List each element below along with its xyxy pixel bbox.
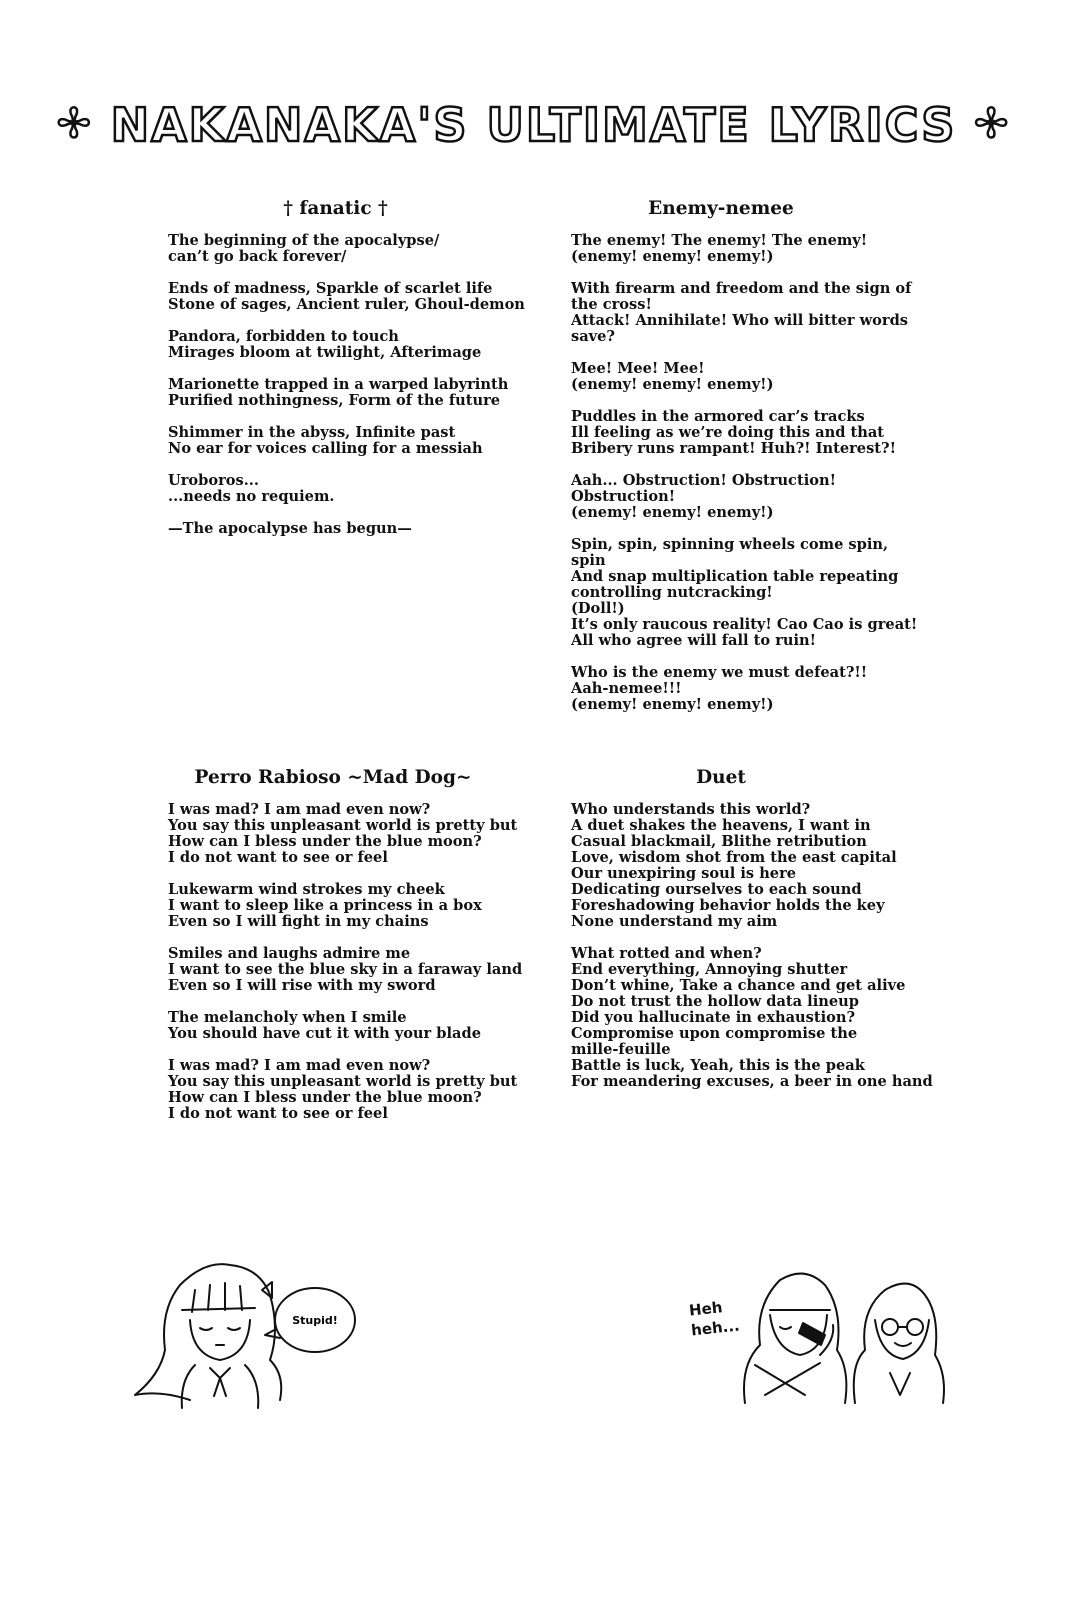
lyric-line: I want to see the blue sky in a faraway land <box>168 961 523 978</box>
song-title: † fanatic † <box>283 198 388 219</box>
lyric-line: Purified nothingness, Form of the future <box>168 392 501 409</box>
lyric-line: None understand my aim <box>571 913 778 930</box>
lyric-line: What rotted and when? <box>571 945 762 962</box>
stanza <box>571 233 911 265</box>
lyric-line: (enemy! enemy! enemy!) <box>571 376 774 393</box>
lyric-line: The melancholy when I smile <box>168 1009 407 1026</box>
lyric-line: Pandora, forbidden to touch <box>168 328 399 345</box>
lyric-line: (Doll!) <box>571 600 625 617</box>
stanza <box>168 1058 528 1122</box>
stanza <box>168 329 528 361</box>
lyric-line: save? <box>571 328 615 345</box>
lyric-line: Puddles in the armored car’s tracks <box>571 408 865 425</box>
lyric-line: The beginning of the apocalypse/ <box>168 232 440 249</box>
lyric-line: And snap multiplication table repeating <box>571 568 899 585</box>
song-lyrics <box>168 802 528 1122</box>
lyric-line: Attack! Annihilate! Who will bitter words <box>571 312 909 329</box>
chibi-girl-illustration <box>120 1250 360 1410</box>
stanza <box>571 281 911 345</box>
lyric-line: (enemy! enemy! enemy!) <box>571 504 774 521</box>
lyric-line: Did you hallucinate in exhaustion? <box>571 1009 856 1026</box>
lyric-line: How can I bless under the blue moon? <box>168 1089 482 1106</box>
lyric-line: Aah... Obstruction! Obstruction! <box>571 472 836 489</box>
lyric-line: can’t go back forever/ <box>168 248 347 265</box>
stanza <box>168 946 528 994</box>
lyric-line: Ends of madness, Sparkle of scarlet life <box>168 280 493 297</box>
stanza <box>168 425 528 457</box>
lyric-line: No ear for voices calling for a messiah <box>168 440 483 457</box>
lyric-line: mille-feuille <box>571 1041 671 1058</box>
lyric-line: I want to sleep like a princess in a box <box>168 897 482 914</box>
lyric-line: I was mad? I am mad even now? <box>168 1057 431 1074</box>
lyric-line: the cross! <box>571 296 652 313</box>
song-enemy-nemee <box>571 198 918 729</box>
lyric-line: spin <box>571 552 606 569</box>
lyric-line: Our unexpiring soul is here <box>571 865 797 882</box>
stanza <box>168 377 528 409</box>
lyric-line: I was mad? I am mad even now? <box>168 801 431 818</box>
lyric-line: Marionette trapped in a warped labyrinth <box>168 376 509 393</box>
lyric-line: Battle is luck, Yeah, this is the peak <box>571 1057 865 1074</box>
lyric-line: Bribery runs rampant! Huh?! Interest?! <box>571 440 896 457</box>
lyric-line: Ill feeling as we’re doing this and that <box>571 424 885 441</box>
lyric-line: Dedicating ourselves to each sound <box>571 881 862 898</box>
song-lyrics <box>571 801 933 1090</box>
stanza <box>571 473 911 521</box>
laugh-line-2: heh... <box>690 1316 741 1340</box>
stanza <box>168 1010 528 1042</box>
lyric-line: Aah-nemee!!! <box>571 680 682 697</box>
stanza <box>571 945 933 1090</box>
song-title: Perro Rabioso ~Mad Dog~ <box>194 767 472 788</box>
song-lyrics <box>571 232 918 713</box>
lyric-line: —The apocalypse has begun— <box>168 520 412 537</box>
lyric-line: Obstruction! <box>571 488 676 505</box>
lyric-line: Foreshadowing behavior holds the key <box>571 897 885 914</box>
speech-bubble-text: Stupid! <box>292 1314 338 1327</box>
lyric-line: You should have cut it with your blade <box>168 1025 481 1042</box>
lyric-line: I do not want to see or feel <box>168 1105 388 1122</box>
lyric-line: Casual blackmail, Blithe retribution <box>571 833 867 850</box>
song-title: Enemy-nemee <box>648 198 794 219</box>
lyric-line: Mee! Mee! Mee! <box>571 360 705 377</box>
lyric-line: Shimmer in the abyss, Infinite past <box>168 424 456 441</box>
song-title: Duet <box>696 767 746 788</box>
lyric-line: Compromise upon compromise the <box>571 1025 858 1042</box>
laugh-line-1: Heh <box>688 1298 724 1320</box>
stanza <box>168 802 528 866</box>
lyric-line: Who understands this world? <box>571 801 811 818</box>
stanza <box>168 882 528 930</box>
lyric-line: For meandering excuses, a beer in one hand <box>571 1073 933 1090</box>
lyric-line: I do not want to see or feel <box>168 849 388 866</box>
lyric-line: With firearm and freedom and the sign of <box>571 280 912 297</box>
stanza <box>168 521 528 537</box>
stanza <box>168 281 528 313</box>
stanza <box>168 233 528 265</box>
lyric-line: Spin, spin, spinning wheels come spin, <box>571 536 889 553</box>
lyric-line: The enemy! The enemy! The enemy! <box>571 232 868 249</box>
title-cross-right: ✢ <box>974 101 1010 147</box>
page-title <box>0 98 1067 152</box>
song-duet <box>571 767 933 1106</box>
lyric-line: Do not trust the hollow data lineup <box>571 993 859 1010</box>
lyric-line: (enemy! enemy! enemy!) <box>571 248 774 265</box>
lyric-line: Who is the enemy we must defeat?!! <box>571 664 868 681</box>
stanza <box>571 536 918 649</box>
lyric-line: Mirages bloom at twilight, Afterimage <box>168 344 482 361</box>
lyric-line: Smiles and laughs admire me <box>168 945 411 962</box>
lyric-line: You say this unpleasant world is pretty but <box>168 817 518 834</box>
stanza <box>571 409 911 457</box>
lyric-line: A duet shakes the heavens, I want in <box>571 817 871 834</box>
lyric-line: Uroboros... <box>168 472 259 489</box>
lyric-line: End everything, Annoying shutter <box>571 961 848 978</box>
lyric-line: It’s only raucous reality! Cao Cao is great! <box>571 616 918 633</box>
lyric-line: All who agree will fall to ruin! <box>571 632 817 649</box>
stanza <box>571 361 911 393</box>
lyric-line: ...needs no requiem. <box>168 488 335 505</box>
title-text: NAKANAKA'S ULTIMATE LYRICS <box>110 98 957 152</box>
lyric-line: Even so I will rise with my sword <box>168 977 436 994</box>
lyric-line: (enemy! enemy! enemy!) <box>571 696 774 713</box>
duo-girls-illustration <box>725 1255 955 1405</box>
title-cross-left: ✢ <box>57 101 93 147</box>
lyric-line: Love, wisdom shot from the east capital <box>571 849 897 866</box>
song-lyrics <box>168 233 528 537</box>
song-fanatic <box>168 198 528 553</box>
lyric-line: controlling nutcracking! <box>571 584 773 601</box>
lyric-line: You say this unpleasant world is pretty but <box>168 1073 518 1090</box>
lyric-line: Even so I will fight in my chains <box>168 913 429 930</box>
song-perro-rabioso <box>168 767 528 1138</box>
stanza <box>168 473 528 505</box>
lyric-line: Stone of sages, Ancient ruler, Ghoul-demon <box>168 296 525 313</box>
lyric-line: Don’t whine, Take a chance and get alive <box>571 977 906 994</box>
lyric-line: How can I bless under the blue moon? <box>168 833 482 850</box>
stanza <box>571 802 911 930</box>
stanza <box>571 665 911 713</box>
lyric-line: Lukewarm wind strokes my cheek <box>168 881 445 898</box>
